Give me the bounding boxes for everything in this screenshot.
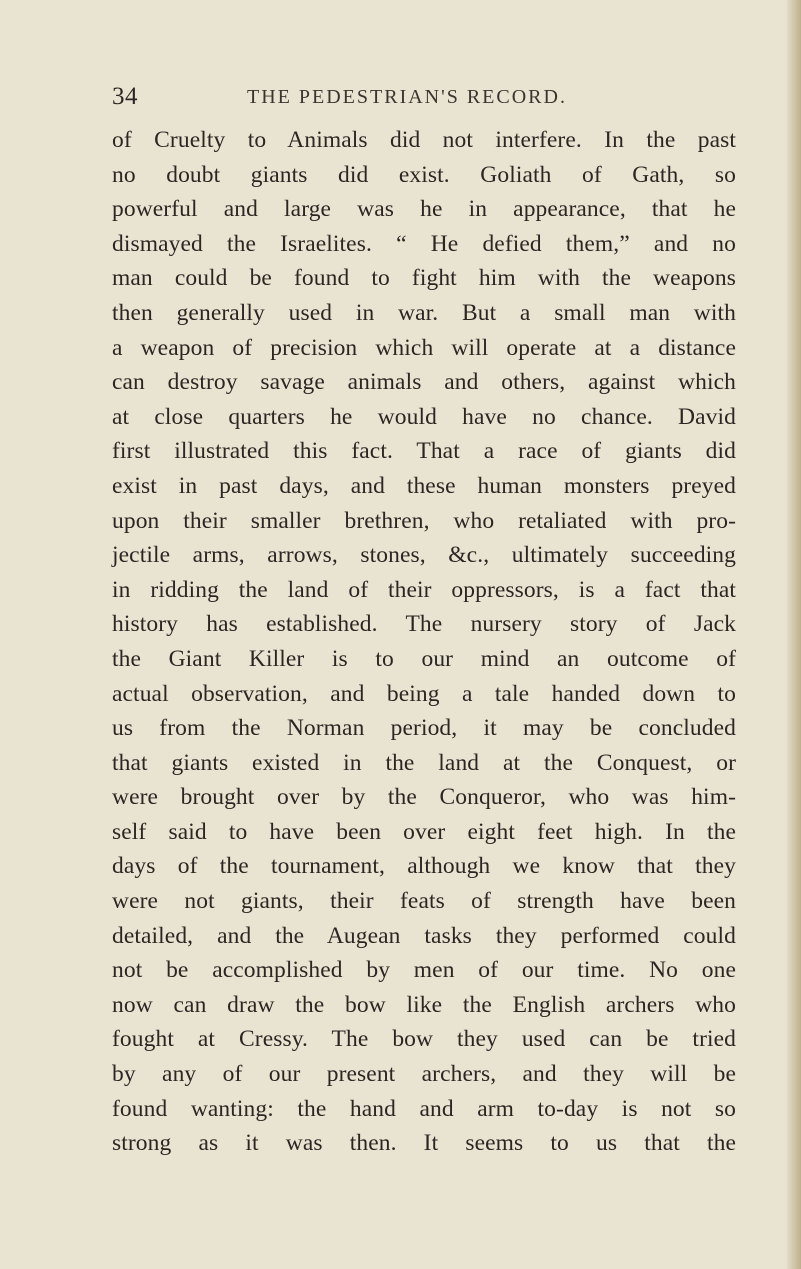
text-line: man could be found to fight him with the weapons [112, 265, 736, 292]
text-line: first illustrated this fact. That a race of giants did [112, 438, 736, 465]
text-line: found wanting: the hand and arm to-day is not so [112, 1095, 736, 1122]
text-line: dismayed the Israelites. “ He defied them,” and no [112, 230, 736, 257]
text-line: at close quarters he would have no chance. David [112, 403, 736, 430]
text-line: detailed, and the Augean tasks they performed could [112, 922, 736, 949]
text-line: that giants existed in the land at the Conquest, or [112, 749, 736, 776]
text-line: were not giants, their feats of strength have been [112, 888, 736, 915]
text-line: were brought over by the Conqueror, who was him- [112, 784, 736, 811]
text-line: jectile arms, arrows, stones, &c., ultimately succeeding [112, 542, 736, 569]
text-line: strong as it was then. It seems to us that the [112, 1130, 736, 1157]
running-title: THE PEDESTRIAN'S RECORD. [247, 86, 567, 108]
text-line: the Giant Killer is to our mind an outcome of [112, 645, 736, 672]
text-line: can destroy savage animals and others, against which [112, 369, 736, 396]
text-line: upon their smaller brethren, who retaliated with pro- [112, 507, 736, 534]
text-line: powerful and large was he in appearance, that he [112, 196, 736, 223]
text-line: in ridding the land of their oppressors, is a fact that [112, 576, 736, 603]
body-text [112, 123, 736, 1161]
text-line: now can draw the bow like the English archers who [112, 991, 736, 1018]
text-line: us from the Norman period, it may be concluded [112, 715, 736, 742]
page-number: 34 [112, 83, 138, 110]
page-edge-shadow [787, 0, 801, 1269]
text-line: not be accomplished by men of our time. No one [112, 957, 736, 984]
text-line: fought at Cressy. The bow they used can be tried [112, 1026, 736, 1053]
text-line: exist in past days, and these human monsters preyed [112, 472, 736, 499]
text-line: history has established. The nursery story of Jack [112, 611, 736, 638]
text-line: by any of our present archers, and they will be [112, 1061, 736, 1088]
text-line: no doubt giants did exist. Goliath of Gath, so [112, 161, 736, 188]
text-line: days of the tournament, although we know that they [112, 853, 736, 880]
text-line: of Cruelty to Animals did not interfere. In the past [112, 127, 736, 153]
text-line: self said to have been over eight feet high. In the [112, 818, 736, 845]
text-line: then generally used in war. But a small man with [112, 299, 736, 326]
page-header [112, 80, 702, 114]
text-line: a weapon of precision which will operate at a distance [112, 334, 736, 361]
text-line: actual observation, and being a tale handed down to [112, 680, 736, 707]
